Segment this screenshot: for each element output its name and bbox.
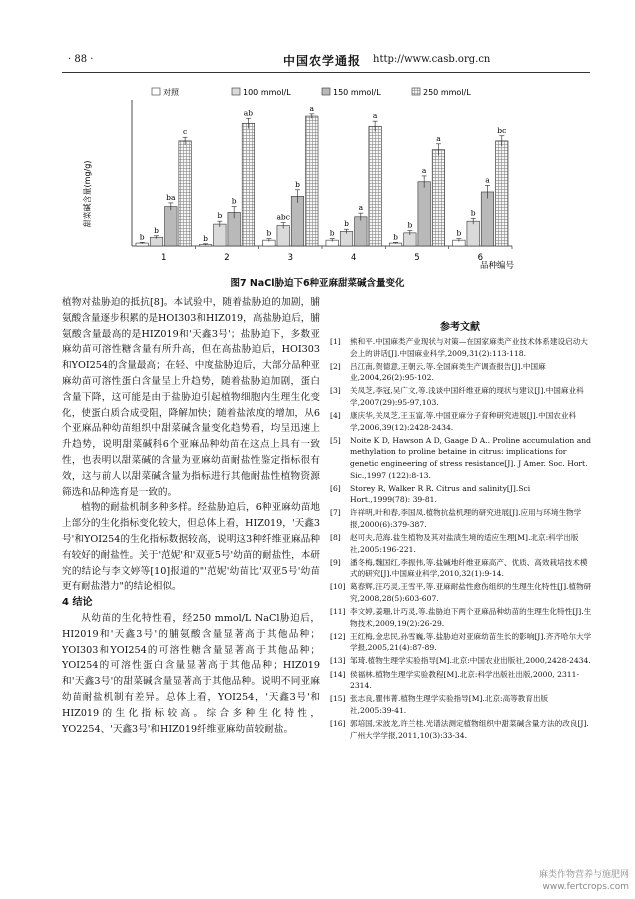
reference-text: 熊和平.中国麻类产业现状与对策—在国家麻类产业技术体系建设启动大会上的讲话[J].中国麻业科学,2009,31(2):113-118. — [350, 337, 588, 358]
reference-number: [15] — [330, 694, 346, 704]
reference-text: 邹琦.植物生理学实验指导[M].北京:中国农业出版社,2000,2428-2434. — [350, 656, 591, 666]
significance-letter: b — [203, 233, 208, 243]
reference-text: 潘冬梅,魏国红,李振伟,等.盐碱地纤维亚麻高产、优质、高效栽培技术模式的研究[J].中国麻业科学,2010,32(1):9-14. — [350, 557, 588, 579]
x-tick-label: 1 — [160, 253, 167, 263]
section-heading: 4 结论 — [62, 597, 93, 609]
bar — [214, 224, 227, 246]
reference-text: 康庆华,关凤芝,王玉富,等.中国亚麻分子育种研究进展[J].中国农业科学,2006,39(12):2428-2434. — [350, 411, 577, 432]
reference-number: [11] — [330, 607, 346, 617]
watermark-line1: 麻类作物营养与施肥网 — [538, 870, 629, 880]
reference-number: [16] — [330, 718, 346, 728]
reference-text: 侯福林.植物生理学实验教程[M].北京:科学出版社出版,2000, 2311-2314. — [350, 669, 580, 691]
body-left-column — [62, 295, 320, 737]
body-paragraph: 植物对盐胁迫的抵抗[8]。本试验中，随着盐胁迫的加剧，脯氨酸含量逐步积累的是HOI303和HIZ019，高盐胁迫后，脯氨酸含量最高的是HIZ019和'天鑫3号'；盐胁迫下，多数亚麻幼苗可溶性糖含量有所升高，但在高盐胁迫后，HOI303和YOI254的含量最高；在轻、中度盐胁迫后，大部分品种亚麻幼苗可溶性蛋白含量呈上升趋势，随着盐胁迫加剧，蛋白含量下降，这可能是由于盐胁迫引起植物细胞内生理生化变化，使蛋白质合成受阻，降解加快；随着盐浓度的增加，从6个亚麻品种幼苗组织中甜菜碱含量变化趋势看，均呈迅速上升趋势，说明甜菜碱科6个亚麻品种幼苗在这点上具有一致性，也表明以甜菜碱的含量为亚麻幼苗耐盐性鉴定指标很有效，这与前人以甜菜碱含量为指标进行其他耐盐性植物资源筛选和品种选育是一致的。 — [62, 297, 320, 498]
reference-item — [330, 385, 592, 408]
significance-letter: a — [421, 165, 427, 175]
reference-number: [12] — [330, 631, 346, 641]
journal-title: 中国农学通报 — [283, 54, 362, 68]
figure-caption: 图7 NaCl胁迫下6种亚麻甜菜碱含量变化 — [230, 278, 405, 289]
bar — [179, 141, 192, 246]
bar — [306, 116, 319, 246]
journal-url: http://www.casb.org.cn — [373, 54, 491, 65]
legend-label: 250 mmol/L — [423, 88, 471, 97]
significance-letter: ba — [166, 192, 176, 202]
reference-text: Noite K D, Hawson A D, Gaage D A.. Proline accumulation and methylation to proline betaine in citrus: implications for genetic engineering of stress resistance[J]. J Amer. Soc. Hort. Sic.,1997 (122):8-13. — [350, 435, 591, 480]
reference-text: 王红梅,金忠民,孙雪巍,等.盐胁迫对亚麻幼苗生长的影响[J].齐齐哈尔大学学报,2005,21(4):87-89. — [350, 631, 592, 653]
legend-label: 100 mmol/L — [243, 88, 291, 97]
significance-letter: b — [407, 220, 413, 230]
reference-number: [10] — [330, 582, 346, 592]
bar — [165, 207, 178, 246]
reference-item — [330, 655, 592, 667]
betaine-bar-chart — [60, 84, 530, 272]
reference-number: [13] — [330, 656, 346, 666]
reference-number: [6] — [330, 483, 341, 493]
x-tick-label: 4 — [350, 253, 357, 263]
significance-letter: a — [436, 133, 441, 143]
body-paragraph: 从幼苗的生化特性看，经250 mmol/L NaCl胁迫后，HI2019和'天鑫3号'的脯氨酸含量显著高于其他品种；YOI303和YOI254的可溶性糖含量显著高于其他品种；YOI254的可溶性蛋白含量显著高于其他品种；HIZ019和'天鑫3号'的甜菜碱含量显著高于其他品种。说明不同亚麻幼苗耐盐机制有差异。总体上看，YOI254，'天鑫3号'和HIZ019的生化指标较高。综合多种生化特性，YO2254、'天鑫3号'和HIZ019纤维亚麻幼苗较耐盐。 — [62, 612, 320, 735]
reference-item — [330, 410, 592, 433]
legend-label: 对照 — [163, 88, 179, 97]
reference-text: 张志良,瞿伟菁.植物生理学实验指导[M].北京:高等教育出版社,2005:39-41. — [350, 694, 549, 715]
x-axis-label: 品种编号 — [479, 261, 515, 271]
significance-letter: a — [485, 175, 490, 185]
significance-letter: b — [154, 225, 159, 235]
legend-label: 150 mmol/L — [333, 88, 381, 97]
reference-item — [330, 581, 592, 604]
significance-letter: b — [231, 196, 237, 206]
bar — [481, 192, 494, 246]
reference-number: [8] — [330, 533, 341, 542]
references-list — [330, 336, 592, 743]
significance-letter: b — [329, 228, 335, 238]
y-axis-label: 甜菜碱含量(mg/g) — [83, 160, 92, 228]
reference-number: [5] — [330, 435, 341, 445]
significance-letter: bc — [497, 125, 507, 135]
reference-item — [330, 435, 592, 481]
reference-item — [330, 606, 592, 629]
significance-letter: a — [358, 203, 364, 213]
significance-letter: b — [456, 228, 462, 238]
reference-item — [330, 483, 592, 506]
significance-letter: b — [217, 211, 223, 221]
bar — [355, 217, 368, 246]
reference-item — [330, 718, 592, 741]
legend-swatch — [152, 88, 160, 95]
chart-legend — [152, 87, 471, 97]
page-header — [68, 52, 588, 70]
significance-letter: c — [183, 127, 188, 137]
reference-number: [7] — [330, 508, 341, 518]
reference-text: 吕江南,贺德意,王朝云,等.全国麻类生产调查报告[J].中国麻业,2004,26(2):95-102. — [350, 361, 546, 383]
bar — [467, 221, 480, 246]
bar — [418, 182, 431, 246]
significance-letter: b — [266, 228, 272, 238]
reference-text: 赵可夫,范海.盐生植物及其对盐渍生境的适应生理[M].北京:科学出版社,2005:196-221. — [350, 533, 579, 554]
reference-item — [330, 361, 592, 384]
bar — [277, 226, 290, 246]
references-title: 参考文献 — [440, 322, 480, 333]
legend-swatch — [322, 88, 330, 95]
reference-number: [2] — [330, 361, 341, 371]
x-tick-label: 5 — [414, 253, 420, 263]
reference-text: 李文婷,姜珊,计巧灵,等.盐胁迫下两个亚麻品种幼苗的生理生化特性[J].生物技术,2009,19(2):26-29. — [350, 607, 592, 628]
reference-item — [330, 669, 592, 692]
reference-item — [330, 507, 592, 530]
reference-number: [1] — [330, 337, 341, 346]
significance-letter: ab — [243, 108, 254, 118]
x-tick-label: 6 — [477, 253, 484, 263]
reference-text: 郭培国,宋波龙,许兰桂.光谱法测定植物组织中甜菜碱含量方法的改良[J].广州大学学报,2011,10(3):33-34. — [350, 718, 589, 740]
page-number: · 88 · — [68, 54, 94, 65]
reference-item — [330, 631, 592, 654]
significance-letter: a — [372, 111, 378, 121]
bar — [369, 126, 382, 246]
body-paragraph: 植物的耐盐机制多种多样。经盐胁迫后，6种亚麻幼苗地上部分的生化指标变化较大，但总体上看，HIZ019，'天鑫3号'和YOI254的生化指标数据较高，说明这3种纤维亚麻品种有较好的耐盐性。关于'范妮'和'双亚5号'幼苗的耐盐性，本研究的结论与李文婷等[10]报道的"'范妮'幼苗比'双亚5号'幼苗更有耐盐潜力"的结论相似。 — [62, 502, 320, 593]
significance-letter: b — [470, 208, 476, 218]
significance-letter: b — [295, 179, 300, 189]
significance-letter: b — [139, 232, 145, 242]
legend-swatch — [232, 88, 240, 95]
bar — [291, 196, 304, 246]
reference-item — [330, 336, 592, 359]
significance-letter: abc — [276, 212, 290, 222]
bar — [432, 150, 445, 246]
reference-item — [330, 557, 592, 580]
significance-letter: b — [344, 219, 349, 229]
reference-text: 葛春辉,汪巧灵,王雪平,等.亚麻耐盐性愈伤组织的生理生化特性[J].植物研究,2008,28(5):603-607. — [350, 582, 592, 603]
reference-number: [9] — [330, 557, 341, 567]
reference-number: [3] — [330, 386, 341, 396]
x-tick-label: 2 — [224, 253, 230, 263]
reference-text: 许祥明,叶和春,李国凤.植物抗盐机理的研究进展[J].应用与环境生物学报,2000(6):379-387. — [350, 508, 582, 529]
legend-swatch — [412, 88, 420, 95]
significance-letter: a — [309, 103, 315, 113]
reference-number: [4] — [330, 411, 341, 421]
reference-text: Storey R, Walker R R. Citrus and salinity[J].Sci Hort.,1999(78): 39-81. — [350, 483, 531, 505]
header-rule — [62, 72, 590, 73]
x-tick-label: 3 — [287, 253, 294, 263]
reference-item — [330, 693, 592, 716]
reference-number: [14] — [330, 669, 346, 679]
watermark-line2: www.fertcrops.com — [542, 882, 629, 892]
reference-item — [330, 532, 592, 555]
watermark — [539, 869, 629, 893]
significance-letter: b — [393, 232, 398, 242]
chart-bars — [136, 104, 508, 246]
reference-text: 关凤芝,李冠,吴广文,等.浅谈中国纤维亚麻的现状与建议[J].中国麻业科学,2007(29):95-97,103. — [350, 386, 584, 407]
bar — [242, 123, 255, 246]
bar — [496, 141, 509, 246]
